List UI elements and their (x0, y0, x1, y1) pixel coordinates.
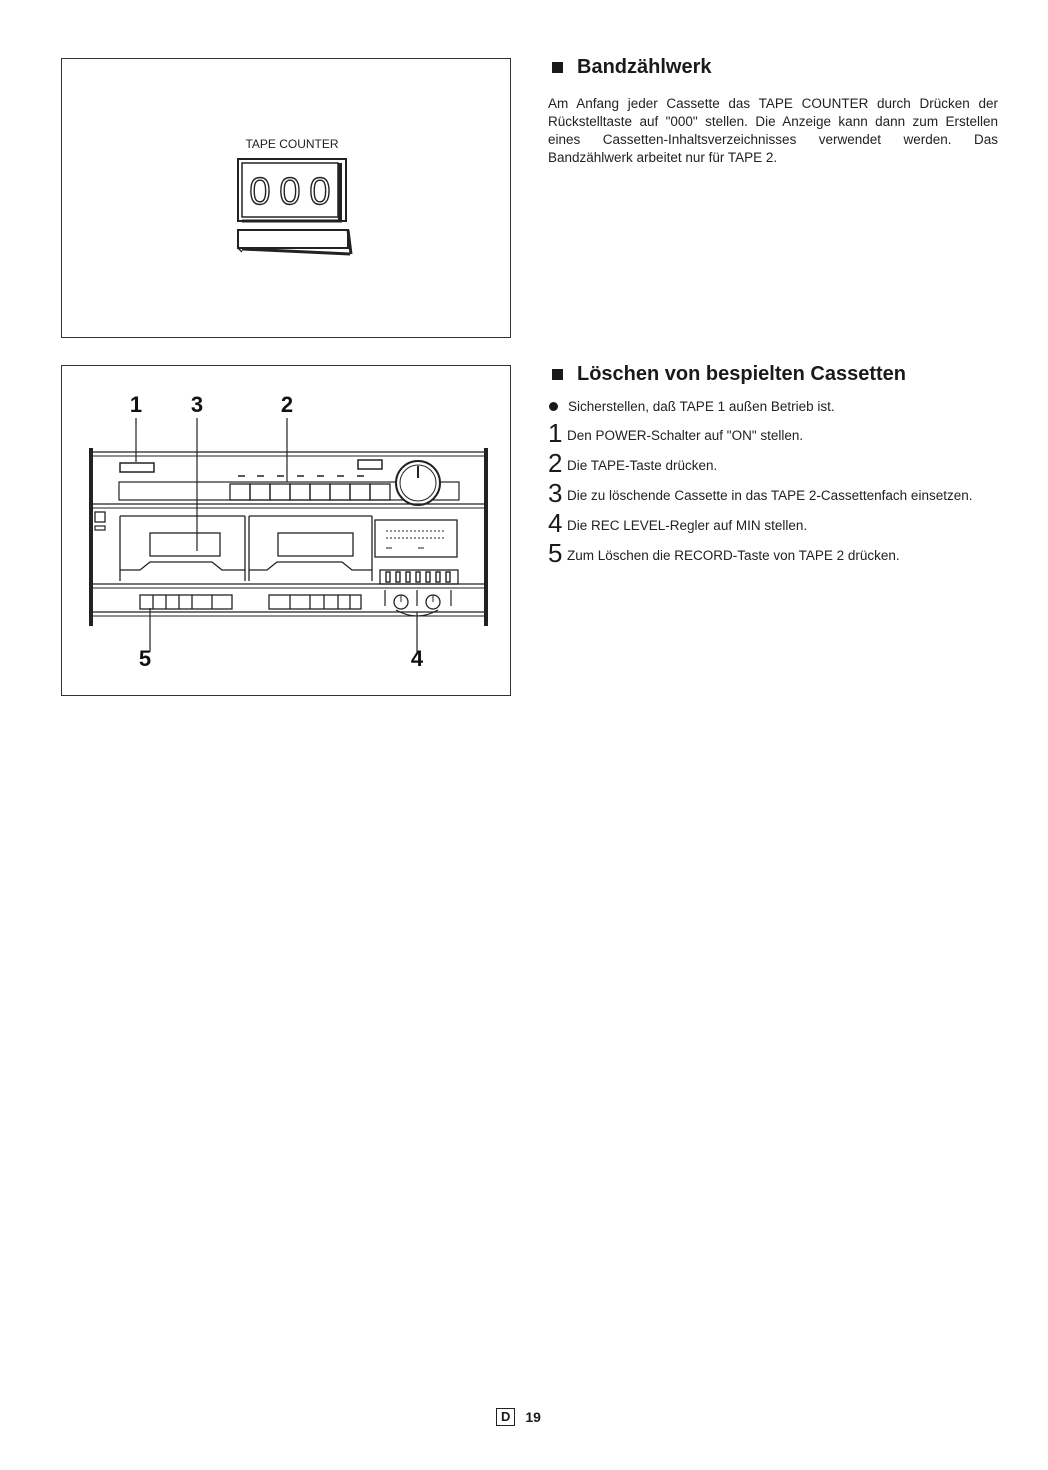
step-number: 1 (548, 418, 563, 448)
counter-digit: 0 (309, 171, 331, 213)
callout-number: 5 (138, 646, 152, 671)
callout-number: 3 (190, 392, 204, 417)
square-bullet-icon (552, 369, 563, 380)
step-text: Zum Löschen die RECORD-Taste von TAPE 2 drücken. (567, 548, 900, 563)
page-number: 19 (525, 1409, 541, 1425)
callout-number: 1 (129, 392, 143, 417)
tape1-transport-drawing (140, 595, 232, 609)
rec-level-knobs-drawing (385, 590, 451, 609)
tape-counter-section (548, 56, 998, 181)
step-number: 2 (548, 448, 563, 478)
step-text: Die REC LEVEL-Regler auf MIN stellen. (567, 518, 808, 533)
section-body: Am Anfang jeder Cassette das TAPE COUNTER durch Drücken der Rückstelltaste auf "000" stellen. Die Anzeige kann dann zum Erstellen eines Cassetten-Inhaltsverzeichnisses verwendet werden. Das Bandzählwerk arbeitet nur für TAPE 2. (548, 96, 998, 165)
step-number: 5 (548, 538, 563, 568)
step-text: Die TAPE-Taste drücken. (567, 458, 718, 473)
callout-number: 4 (410, 646, 424, 671)
reset-button-drawing (238, 230, 351, 254)
tape-counter-illustration (62, 59, 512, 339)
section-heading (548, 56, 998, 79)
page-footer (496, 1408, 541, 1426)
tape2-transport-drawing (269, 595, 361, 609)
section-title: Löschen von bespielten Cassetten (577, 363, 906, 385)
tape1-drawing (120, 516, 245, 581)
tape2-drawing (249, 516, 372, 581)
step-item (548, 538, 998, 568)
round-bullet-icon (549, 402, 558, 411)
language-badge: D (496, 1408, 515, 1426)
section-heading (548, 363, 998, 386)
note-item (548, 398, 998, 415)
step-text: Die zu löschende Cassette in das TAPE 2-Cassettenfach einsetzen. (567, 488, 973, 503)
counter-digit: 0 (279, 171, 301, 213)
callout-number: 2 (280, 392, 294, 417)
step-item (548, 448, 998, 478)
step-item (548, 418, 998, 448)
section-title: Bandzählwerk (577, 56, 712, 78)
step-number: 4 (548, 508, 563, 538)
tape-counter-label: TAPE COUNTER (245, 137, 339, 151)
erase-cassette-section (548, 363, 998, 571)
deck-front-panel-figure (61, 365, 511, 696)
power-switch-drawing (120, 463, 154, 472)
deck-front-panel-illustration (62, 366, 512, 697)
instruction-list (548, 398, 998, 568)
square-bullet-icon (552, 62, 563, 73)
step-text: Den POWER-Schalter auf "ON" stellen. (567, 428, 804, 443)
counter-digit: 0 (249, 171, 271, 213)
level-meter-drawing (375, 520, 458, 584)
note-text: Sicherstellen, daß TAPE 1 außen Betrieb ist. (568, 399, 835, 414)
tape-counter-figure (61, 58, 511, 338)
step-item (548, 508, 998, 538)
step-item (548, 478, 998, 508)
step-number: 3 (548, 478, 563, 508)
